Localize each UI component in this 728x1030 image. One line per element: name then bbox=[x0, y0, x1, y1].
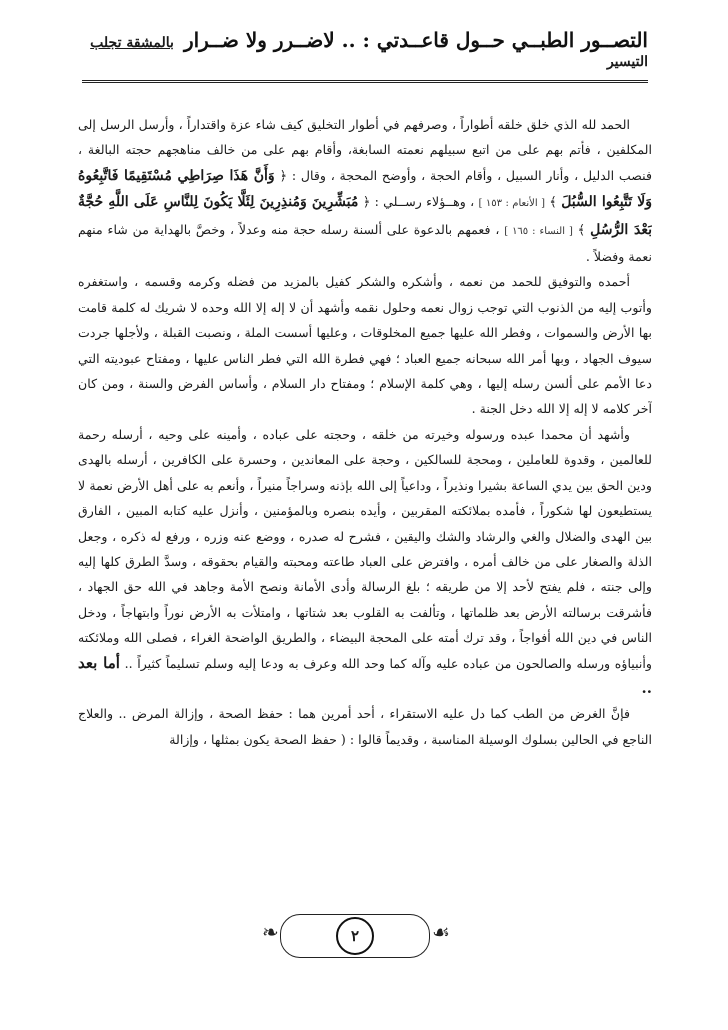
quran-open-bracket-icon: ﴿ bbox=[279, 168, 288, 184]
quran-close-bracket-icon: ﴾ bbox=[549, 195, 557, 211]
running-title: التصــور الطبــي حــول قاعــدتي : .. لاضــرر ولا ضــرار bbox=[183, 28, 648, 52]
quran-verse-1: وَأَنَّ هَذَا صِرَاطِي مُسْتَقِيمًا فَاتَّبِعُوهُ وَلَا تَتَّبِعُوا السُّبُلَ bbox=[78, 167, 652, 211]
paragraph-2: أحمده والتوفيق للحمد من نعمه ، وأشكره والشكر كفيل بالمزيد من فضله وكرمه وقسمه ، واستغفره وأتوب إليه من الذنوب التي توجب زوال نعمه وحلول نقمه وأشهد أن لا إله إلا الله وحده لا شريك له كلمة قامت بها الأرض والسموات ، وفطر الله عليها جميع المخلوقات ، وعليها أسست الملة ، ونصبت القبلة ، ولأجلها جردت سيوف الجهاد ، وبها أمر الله سبحانه جميع العباد ؛ فهي فطرة الله التي فطر الناس عليها ، ومفتاح عبوديته التي دعا الأمم على ألسن رسله إليها ، وهي كلمة الإسلام ؛ ومفتاح دار السلام ، وأساس الفرض والسنة ، ومن كان آخر كلامه لا إله إلا الله دخل الجنة . bbox=[78, 274, 652, 417]
footer-ornament-left-icon: ❧ bbox=[262, 920, 279, 944]
paragraph-3-text: وأشهد أن محمدا عبده ورسوله وخيرته من خلقه ، وحجته على عباده ، وأمينه على وحيه ، أرسله رحمة للعالمين ، وقدوة للعاملين ، ومحجة للسالكين ، وحجة على المعاندين ، وحسرة على الكافرين ، أرسله بالهدى ودين الحق بين يدي الساعة بشيرا ونذيراً ، وداعياً إلى الله بإذنه وسراجاً منيراً ، وأنعم به على أهل الأرض نعمة لا يستطيعون لها شكوراً ، فأمده بملائكته المقربين ، وأيده بنصره وبالمؤمنين ، وأنزل عليه كتابه المبين ، الفارق بين الهدى والضلال والغي والرشاد والشك واليقين ، فشرح له صدره ، ووضع عنه وزره ، ورفع له ذكره ، وجعل الذلة والصغار على من خالف أمره ، وافترض على العباد طاعته ومحبته والقيام بحقوقه ، وسدَّ الطرق كلها إليه وإلى جنته ، فلم يفتح لأحد إلا من طريقه ؛ بلغ الرسالة وأدى الأمانة ونصح الأمة وجاهد في الله حق الجهاد ، فأشرقت برسالته الأرض بعد ظلماتها ، وتألفت به القلوب بعد شتاتها ، وامتلأت به الأرض نوراً وابتهاجاً ، ودخل الناس في دين الله أفواجاً ، وقد ترك أمته على المحجة البيضاء ، والطريق الواضحة الغراء ، فصلى الله وملائكته وأنبياؤه ورسله والصالحون من عباده عليه وآله كما وحد الله وعرف به ودعا إليه وسلم تسليماً كثيراً .. bbox=[78, 426, 652, 671]
header-divider bbox=[82, 80, 648, 83]
quran-close-bracket-icon-2: ﴾ bbox=[577, 222, 586, 238]
page-number-frame bbox=[280, 914, 430, 958]
paragraph-3 bbox=[78, 422, 652, 701]
verse-reference-2: [ النساء : ١٦٥ ] bbox=[504, 225, 573, 237]
paragraph-1-text-c: ، فعمهم بالدعوة على ألسنة رسله حجة منه وعدلاً ، وخصَّ بالهداية من شاء منهم نعمة وفضلاً . bbox=[78, 221, 652, 265]
quran-verse-2: مُبَشِّرِينَ وَمُنذِرِينَ لِئَلَّا يَكُونَ لِلنَّاسِ عَلَى اللَّهِ حُجَّةٌ بَعْدَ الرُّسُلِ bbox=[78, 194, 652, 238]
paragraph-4: فإنَّ الغرض من الطب كما دل عليه الاستقراء ، أحد أمرين هما : حفظ الصحة ، وإزالة المرض .. والعلاج الناجع في الحالين بسلوك الوسيلة المناسبة ، وقديماً قالوا : ( حفظ الصحة يكون بمثلها ، وإزالة bbox=[78, 706, 652, 747]
body-text bbox=[78, 112, 652, 897]
page-number: ٢ bbox=[336, 917, 374, 955]
page-header bbox=[82, 28, 648, 70]
quran-open-bracket-icon-2: ﴿ bbox=[362, 195, 371, 211]
amma-bad-phrase: أما بعد .. bbox=[78, 653, 652, 697]
paragraph-1-text-b: ، وهــؤلاء رســلي : bbox=[374, 194, 475, 210]
footer-ornament-right-icon: ☙ bbox=[432, 920, 450, 944]
running-subtitle: بالمشقة تجلب bbox=[90, 35, 174, 51]
paragraph-1-text-a: الحمد لله الذي خلق خلقه أطواراً ، وصرفهم في أطوار التخليق كيف شاء عزة واقتداراً ، وأرسل الرسل إلى المكلفين ، فأتم بهم على من اتبع سبيلهم نعمته السابغة، وأقام بهم على من خالف مناهجهم حجته البالغة ، فنصب الدليل ، وأنار السبيل ، وأقام الحجة ، وأوضح المحجة ، وقال : bbox=[78, 117, 652, 183]
section-name: التيسير bbox=[606, 54, 648, 70]
verse-reference-1: [ الأنعام : ١٥٣ ] bbox=[478, 198, 545, 210]
paragraph-1 bbox=[78, 112, 652, 269]
